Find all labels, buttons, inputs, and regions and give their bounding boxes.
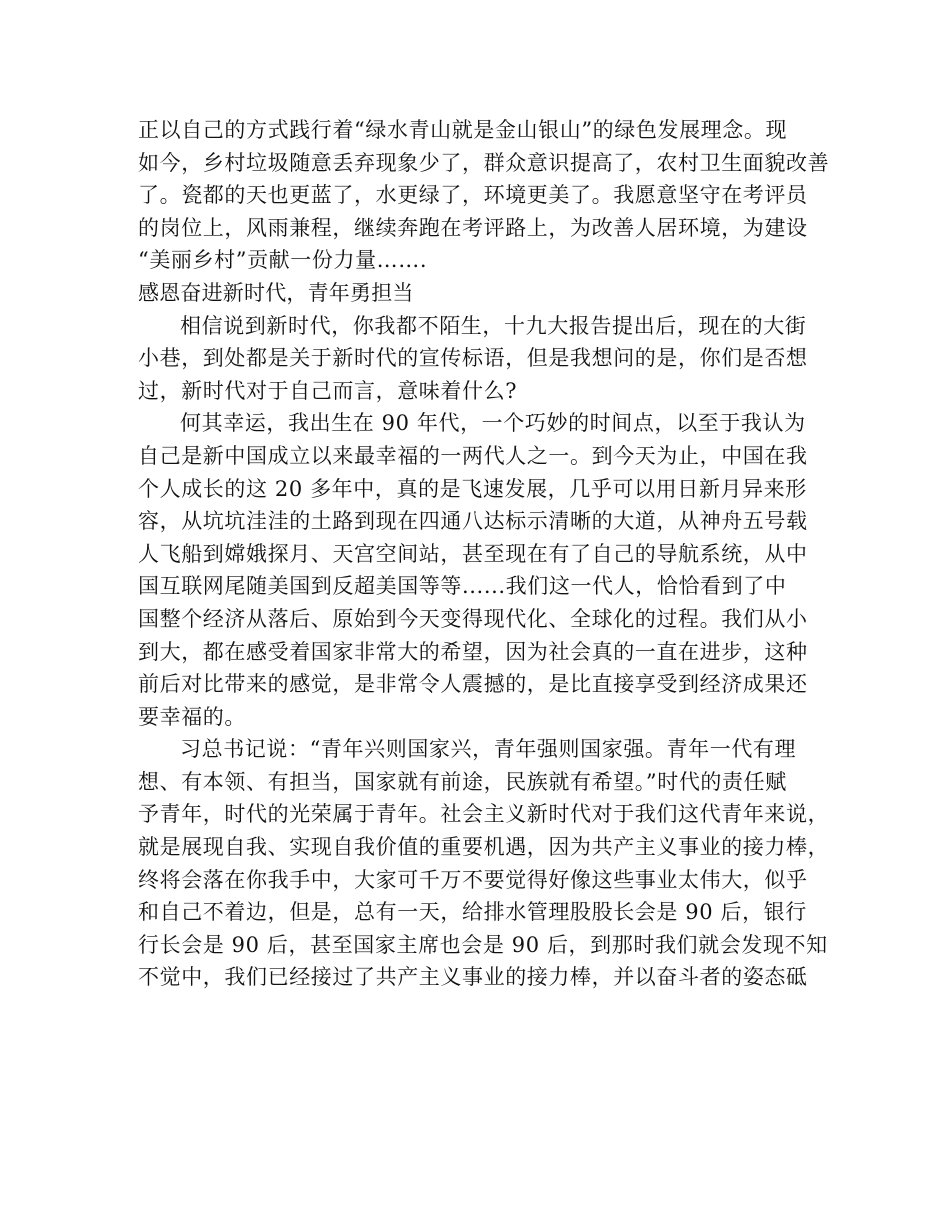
text-line: 的岗位上，风雨兼程，继续奔跑在考评路上，为改善人居环境，为建设 — [138, 215, 808, 240]
text-line: 想、有本领、有担当，国家就有前途，民族就有希望。”时代的责任赋 — [138, 769, 787, 794]
text-line: 到大，都在感受着国家非常大的希望，因为社会真的一直在进步，这种 — [138, 639, 808, 664]
text-line: 了。瓷都的天也更蓝了，水更绿了，环境更美了。我愿意坚守在考评员 — [138, 183, 808, 208]
document-body — [138, 114, 830, 994]
text-line: 前后对比带来的感觉，是非常令人震撼的，是比直接享受到经济成果还 — [138, 672, 808, 697]
paragraph-green-development — [138, 114, 830, 277]
text-line: 行长会是 90 后，甚至国家主席也会是 90 后，到那时我们就会发现不知 — [138, 932, 828, 957]
text-line: 自己是新中国成立以来最幸福的一两代人之一。到今天为止，中国在我 — [138, 443, 808, 468]
text-line: 正以自己的方式践行着“绿水青山就是金山银山”的绿色发展理念。现 — [138, 118, 788, 142]
paragraph-youth-quote — [138, 733, 830, 994]
text-line: 习总书记说：“青年兴则国家兴，青年强则国家强。青年一代有理 — [180, 737, 797, 762]
text-line: “美丽乡村”贡献一份力量……. — [138, 248, 428, 273]
text-line: 不觉中，我们已经接过了共产主义事业的接力棒，并以奋斗者的姿态砥 — [138, 965, 808, 990]
text-line: 如今，乡村垃圾随意丢弃现象少了，群众意识提高了，农村卫生面貌改善 — [138, 150, 830, 175]
text-line: 予青年，时代的光荣属于青年。社会主义新时代对于我们这代青年来说， — [138, 802, 830, 827]
text-line: 小巷，到处都是关于新时代的宣传标语，但是我想问的是，你们是否想 — [138, 346, 808, 371]
text-line: 相信说到新时代，你我都不陌生，十九大报告提出后，现在的大街 — [180, 313, 807, 338]
text-line: 何其幸运，我出生在 90 年代，一个巧妙的时间点，以至于我认为 — [180, 411, 806, 436]
text-line: 个人成长的这 20 多年中，真的是飞速发展，几乎可以用日新月异来形 — [138, 476, 807, 501]
text-line: 和自己不着边，但是，总有一天，给排水管理股股长会是 90 后，银行 — [138, 900, 807, 925]
text-line: 人飞船到嫦娥探月、天宫空间站，甚至现在有了自己的导航系统，从中 — [138, 541, 808, 566]
text-line: 就是展现自我、实现自我价值的重要机遇，因为共产主义事业的接力棒， — [138, 835, 830, 860]
text-line: 终将会落在你我手中，大家可千万不要觉得好像这些事业太伟大，似乎 — [138, 867, 808, 892]
text-line: 国互联网尾随美国到反超美国等等......我们这一代人，恰恰看到了中 — [138, 574, 787, 599]
section-heading — [138, 277, 813, 310]
paragraph-new-era — [138, 310, 813, 408]
text-line: 国整个经济从落后、原始到今天变得现代化、全球化的过程。我们从小 — [138, 606, 808, 631]
section-title: 感恩奋进新时代，青年勇担当 — [138, 280, 414, 305]
paragraph-born-in-90s — [138, 407, 813, 733]
text-line: 过，新时代对于自己而言，意味着什么? — [138, 378, 518, 403]
text-line: 容，从坑坑洼洼的土路到现在四通八达标示清晰的大道，从神舟五号载 — [138, 509, 808, 534]
text-line: 要幸福的。 — [138, 704, 246, 729]
